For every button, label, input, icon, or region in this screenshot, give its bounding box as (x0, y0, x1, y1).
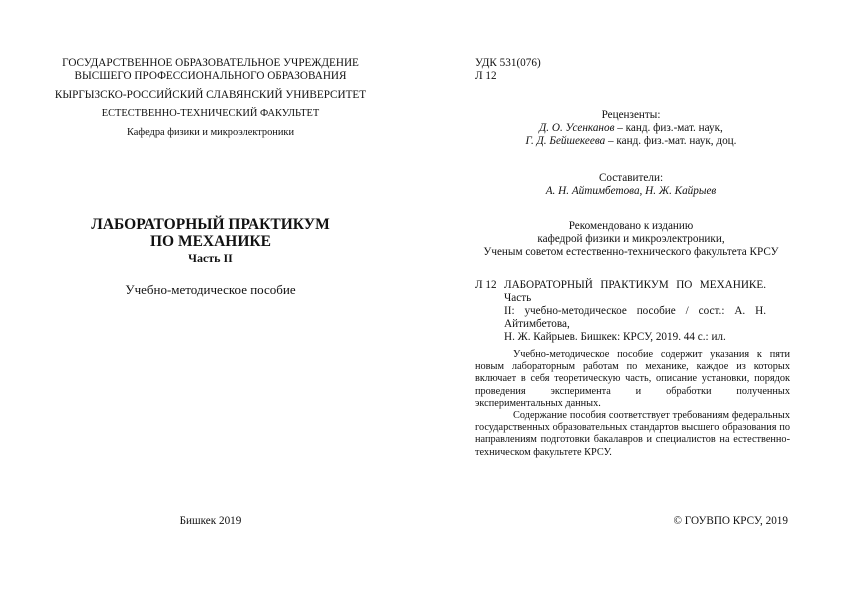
reviewer-1 (471, 122, 791, 135)
title-line-2: ПО МЕХАНИКЕ (149, 233, 272, 250)
institution-header (0, 57, 421, 83)
annotation-paragraph-2: Содержание пособия соответствует требованиям федеральных государственных образовательных стандартов высшего образования по направлениям подготовки бакалавров и специалистов на естественно-техническом факультете КРСУ. (475, 410, 790, 458)
part-number: Часть II (188, 251, 233, 265)
recommended-line-3: Ученым советом естественно-технического факультета КРСУ (483, 246, 779, 258)
reviewers-block (471, 109, 791, 148)
institution-line-2: ВЫСШЕГО ПРОФЕССИОНАЛЬНОГО ОБРАЗОВАНИЯ (74, 70, 347, 82)
recommendation-block (441, 220, 821, 259)
bib-code: Л 12 (475, 279, 497, 291)
bib-line-3: Н. Ж. Кайрыев. Бишкек: КРСУ, 2019. 44 с.: ил. (504, 331, 726, 343)
reviewer-2 (471, 135, 791, 148)
bbk-code: Л 12 (475, 70, 497, 82)
annotation (475, 349, 790, 459)
reviewer-1-name: Д. О. Усенканов (539, 122, 615, 134)
reviewer-2-title: – канд. физ.-мат. наук, доц. (605, 135, 737, 147)
university-name: КЫРГЫЗСКО-РОССИЙСКИЙ СЛАВЯНСКИЙ УНИВЕРСИТЕТ (54, 89, 367, 101)
title-line-1: ЛАБОРАТОРНЫЙ ПРАКТИКУМ (91, 216, 330, 233)
department-name: Кафедра физики и микроэлектроники (126, 127, 295, 138)
udk-code: УДК 531(076) (475, 57, 541, 69)
bibliographic-record (475, 279, 775, 343)
annotation-paragraph-1: Учебно-методическое пособие содержит указания к пяти новым лабораторным работам по механике, каждое из которых включает в себя теоретическую часть, описание установки, порядок проведения эксперимента и обработки полученных экспериментальных данных. (475, 349, 790, 409)
bib-line-2: II: учебно-методическое пособие / сост.: А. Н. Айтимбетова, (504, 305, 766, 330)
bib-line-1: ЛАБОРАТОРНЫЙ ПРАКТИКУМ ПО МЕХАНИКЕ. Часть (504, 279, 766, 304)
recommended-line-1: Рекомендовано к изданию (568, 220, 694, 232)
institution-line-1: ГОСУДАРСТВЕННОЕ ОБРАЗОВАТЕЛЬНОЕ УЧРЕЖДЕНИЕ (62, 57, 359, 69)
compilers-block (471, 172, 791, 198)
compilers-text: А. Н. Айтимбетова, Н. Ж. Кайрыев (545, 185, 717, 197)
book-subtitle: Учебно-методическое пособие (125, 282, 296, 297)
reviewer-1-title: – канд. физ.-мат. наук, (614, 122, 723, 134)
faculty-name: ЕСТЕСТВЕННО-ТЕХНИЧЕСКИЙ ФАКУЛЬТЕТ (101, 108, 320, 119)
imprint-page (421, 0, 842, 595)
copyright: © ГОУВПО КРСУ, 2019 (673, 515, 788, 527)
book-title (0, 216, 421, 265)
reviewers-heading: Рецензенты: (601, 109, 661, 121)
compilers-names (471, 185, 791, 198)
place-year: Бишкек 2019 (179, 515, 242, 527)
bib-description (504, 279, 766, 344)
compilers-heading: Составители: (598, 172, 664, 184)
reviewer-2-name: Г. Д. Бейшекеева (525, 135, 606, 147)
recommended-line-2: кафедрой физики и микроэлектроники, (537, 233, 725, 245)
